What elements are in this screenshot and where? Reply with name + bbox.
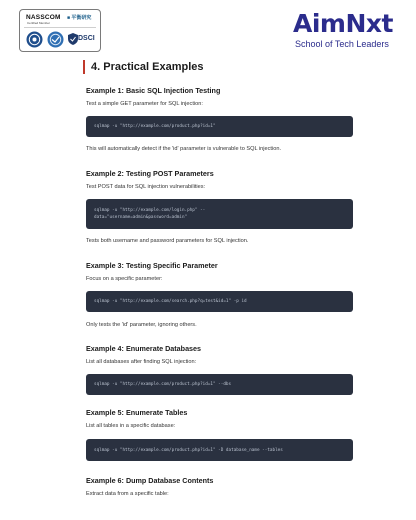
code-block[interactable] bbox=[86, 374, 353, 395]
example-heading: Example 1: Basic SQL Injection Testing bbox=[86, 86, 221, 95]
example-heading: Example 4: Enumerate Databases bbox=[86, 344, 202, 353]
code-block[interactable] bbox=[86, 199, 353, 229]
nasscom-logo bbox=[19, 9, 101, 52]
code-line: sqlmap -u "http://example.com/search.php?q=test&id=1" -p id bbox=[94, 299, 247, 304]
code-line: data="username=admin&password=admin" bbox=[94, 215, 188, 220]
code-line: sqlmap -u "http://example.com/product.php?id=1" bbox=[94, 124, 216, 129]
example-description: List all databases after finding SQL injection: bbox=[86, 359, 197, 365]
example-description: Extract data from a specific table: bbox=[86, 491, 169, 497]
code-block[interactable] bbox=[86, 439, 353, 461]
example-heading: Example 5: Enumerate Tables bbox=[86, 408, 188, 417]
aimnxt-tagline: School of Tech Leaders bbox=[295, 39, 389, 49]
example-note: This will automatically detect if the 'id' parameter is vulnerable to SQL injection. bbox=[86, 146, 282, 152]
example-description: Test POST data for SQL injection vulnerabilities: bbox=[86, 184, 206, 190]
aimnxt-logo: AimNxt bbox=[293, 9, 393, 38]
code-block[interactable] bbox=[86, 116, 353, 137]
nasscom-name: NASSCOM bbox=[26, 14, 61, 21]
code-line: sqlmap -u "http://example.com/login.php" -- bbox=[94, 208, 206, 213]
example-heading: Example 3: Testing Specific Parameter bbox=[86, 261, 218, 270]
dsci-label: DSCI bbox=[78, 35, 95, 42]
code-line: sqlmap -u "http://example.com/product.php?id=1" -D database_name --tables bbox=[94, 447, 283, 453]
nasscom-partner-text: ■ 平衡研究 bbox=[67, 15, 92, 21]
section-title: 4. Practical Examples bbox=[83, 60, 204, 74]
example-description: Focus on a specific parameter: bbox=[86, 276, 163, 282]
dsci-shield-icon bbox=[68, 33, 78, 45]
certification-seal-icon bbox=[26, 31, 43, 48]
example-heading: Example 6: Dump Database Contents bbox=[86, 476, 214, 485]
iso-seal-icon bbox=[47, 31, 64, 48]
code-block[interactable] bbox=[86, 291, 353, 312]
code-line: sqlmap -u "http://example.com/product.php?id=1" --dbs bbox=[94, 382, 232, 387]
example-description: List all tables in a specific database: bbox=[86, 423, 176, 429]
nasscom-subtitle: Certified Member bbox=[27, 21, 51, 25]
example-note: Only tests the 'id' parameter, ignoring others. bbox=[86, 322, 197, 328]
example-heading: Example 2: Testing POST Parameters bbox=[86, 169, 214, 178]
example-description: Test a simple GET parameter for SQL injection: bbox=[86, 101, 203, 107]
example-note: Tests both username and password parameters for SQL injection. bbox=[86, 238, 249, 244]
logo-divider bbox=[24, 27, 96, 28]
